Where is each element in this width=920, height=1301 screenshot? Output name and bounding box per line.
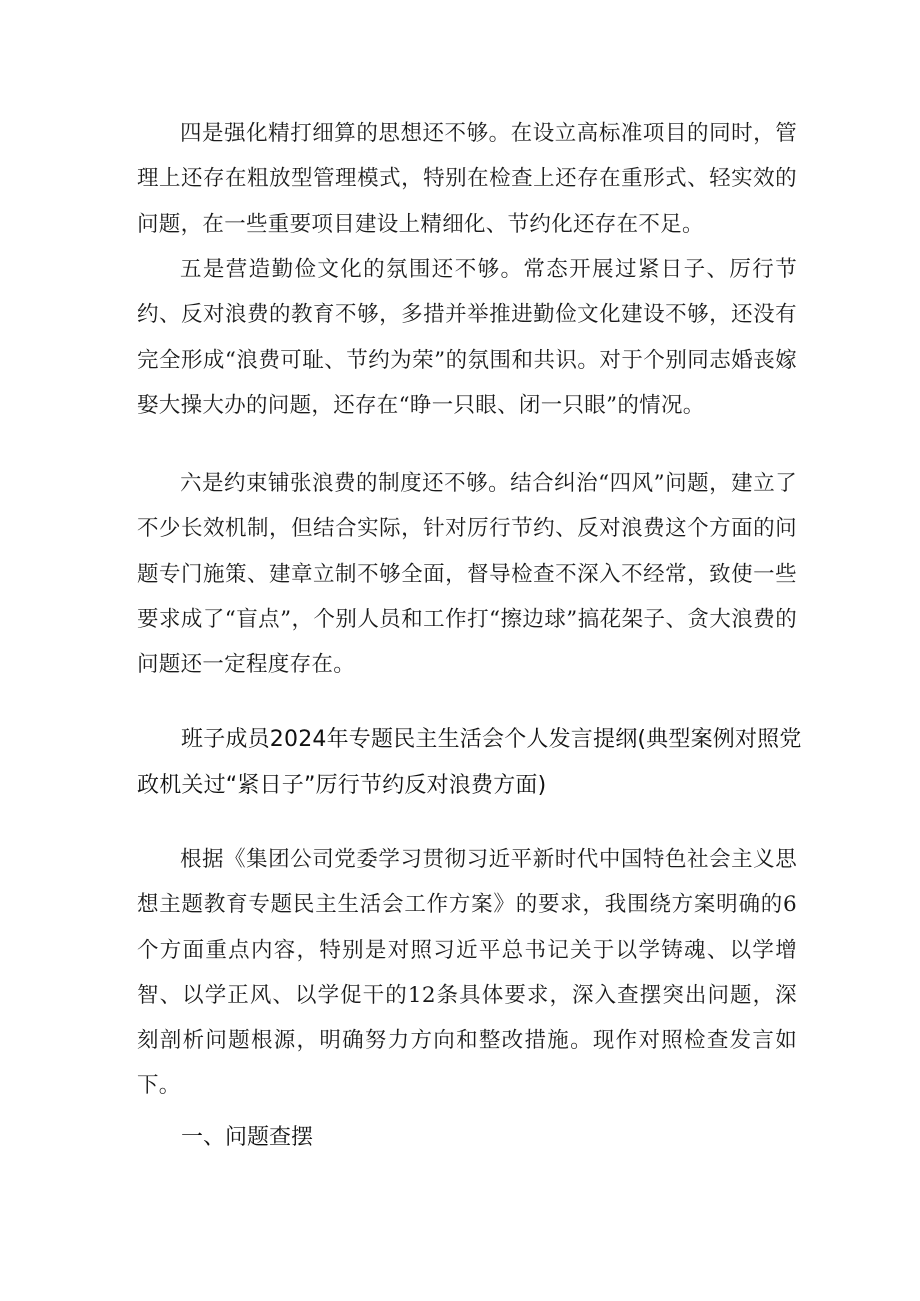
paragraph-six: 六是约束铺张浪费的制度还不够。结合纠治“四风”问题，建立了不少长效机制，但结合实际，针对厉行节约、反对浪费这个方面的问题专门施策、建章立制不够全面，督导检查不深入不经常，致使一些要求成了“盲点”，个别人员和工作打“擦边球”搞花架子、贪大浪费的问题还一定程度存在。 [137,471,797,678]
paragraph-five: 五是营造勤俭文化的氛围还不够。常态开展过紧日子、厉行节约、反对浪费的教育不够，多措并举推进勤俭文化建设不够，还没有完全形成“浪费可耻、节约为荣”的氛围和共识。对于个别同志婚丧嫁娶大操大办的问题，还存在“睁一只眼、闭一只眼”的情况。 [137,257,797,418]
document-title: 班子成员2024年专题民主生活会个人发言提纲(典型案例对照党政机关过“紧日子”厉行节约反对浪费方面) [137,727,802,798]
section-heading: 一、问题查摆 [181,1125,314,1150]
paragraph-four: 四是强化精打细算的思想还不够。在设立高标准项目的同时，管理上还存在粗放型管理模式，特别在检查上还存在重形式、轻实效的问题，在一些重要项目建设上精细化、节约化还存在不足。 [137,121,797,237]
intro-paragraph: 根据《集团公司党委学习贯彻习近平新时代中国特色社会主义思想主题教育专题民主生活会工作方案》的要求，我围绕方案明确的6个方面重点内容，特别是对照习近平总书记关于以学铸魂、以学增智、以学正风、以学促干的12条具体要求，深入查摆突出问题，深刻剖析问题根源，明确努力方向和整改措施。现作对照检查发言如下。 [137,847,797,1099]
